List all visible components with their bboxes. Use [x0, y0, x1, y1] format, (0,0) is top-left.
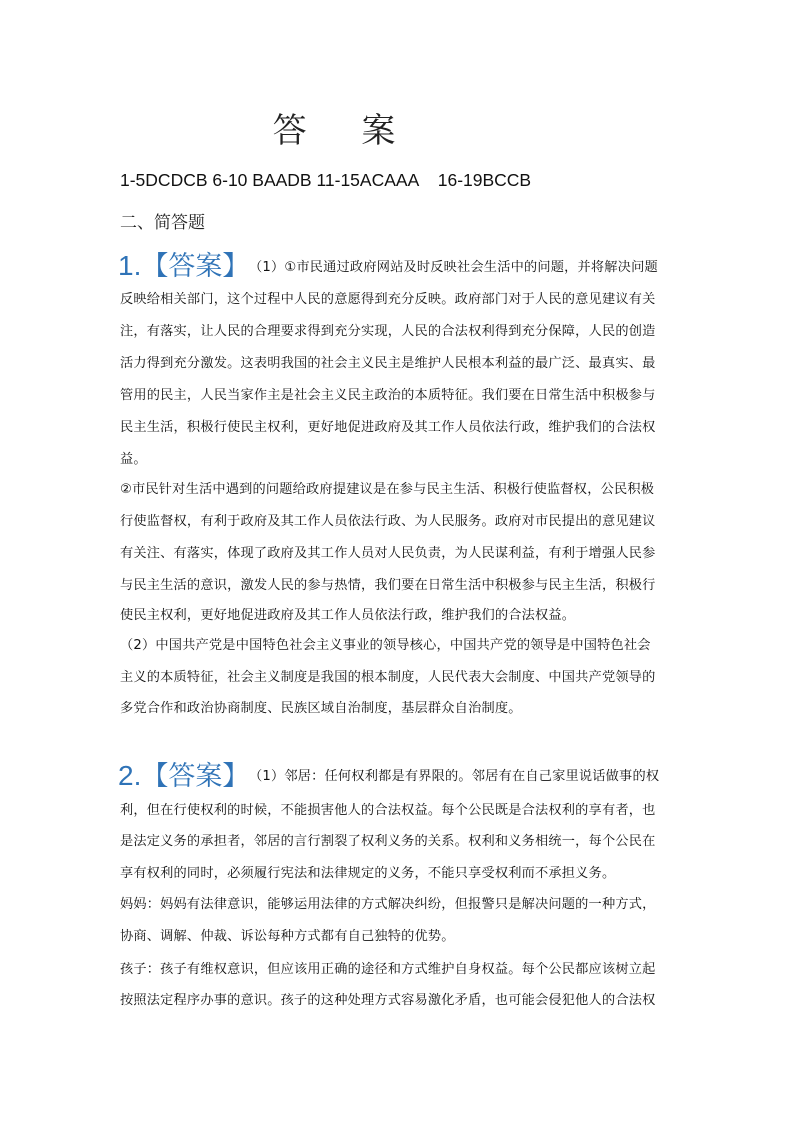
q2-line: 妈妈：妈妈有法律意识，能够运用法律的方式解决纠纷，但报警只是解决问题的一种方式，: [120, 897, 656, 912]
q1-line: 活力得到充分激发。这表明我国的社会主义民主是维护人民根本利益的最广泛、最真实、最: [120, 356, 656, 371]
q2-line-1: （1）邻居：任何权利都是有界限的。邻居有在自己家里说话做事的权: [249, 769, 660, 784]
q2-line: 按照法定程序办事的意识。孩子的这种处理方式容易激化矛盾，也可能会侵犯他人的合法权: [120, 993, 656, 1008]
q1-line: 反映给相关部门，这个过程中人民的意愿得到充分反映。政府部门对于人民的意见建议有关: [120, 292, 656, 307]
q1-line: 与民主生活的意识，激发人民的参与热情，我们要在日常生活中积极参与民主生活，积极行: [120, 578, 656, 593]
q1-line: 多党合作和政治协商制度、民族区域自治制度，基层群众自治制度。: [120, 701, 522, 716]
q1-line: 民主生活，积极行使民主权利，更好地促进政府及其工作人员依法行政，维护我们的合法权: [120, 420, 656, 435]
q1-line: 行使监督权，有利于政府及其工作人员依法行政、为人民服务。政府对市民提出的意见建议: [120, 514, 656, 529]
q2-line: 是法定义务的承担者，邻居的言行割裂了权利义务的关系。权利和义务相统一，每个公民在: [120, 834, 656, 849]
q2-answer-tag: 【答案】: [141, 761, 250, 792]
q1-line: 注，有落实，让人民的合理要求得到充分实现，人民的合法权利得到充分保障，人民的创造: [120, 324, 656, 339]
q2-line: 孩子：孩子有维权意识，但应该用正确的途径和方式维护自身权益。每个公民都应该树立起: [120, 962, 656, 977]
q2-line: 享有权利的同时，必须履行宪法和法律规定的义务，不能只享受权利而不承担义务。: [120, 866, 616, 881]
page-title: 答 案: [272, 111, 418, 151]
q1-number: 1.: [118, 250, 142, 281]
section-title: 二、简答题: [120, 213, 205, 233]
q2-line: 利，但在行使权利的时候，不能损害他人的合法权益。每个公民既是合法权利的享有者，也: [120, 803, 656, 818]
q1-line: 益。: [120, 452, 147, 467]
q2-number: 2.: [118, 760, 142, 791]
q2-heading: [118, 754, 249, 793]
q1-line: 有关注、有落实，体现了政府及其工作人员对人民负责，为人民谋利益，有利于增强人民参: [120, 546, 656, 561]
q1-answer-tag: 【答案】: [141, 251, 250, 282]
q1-line: 使民主权利，更好地促进政府及其工作人员依法行政，维护我们的合法权益。: [120, 608, 576, 623]
q1-line: 主义的本质特征，社会主义制度是我国的根本制度，人民代表大会制度、中国共产党领导的: [120, 670, 656, 685]
q1-line: 管用的民主，人民当家作主是社会主义民主政治的本质特征。我们要在日常生活中积极参与: [120, 388, 656, 403]
q1-line: （2）中国共产党是中国特色社会主义事业的领导核心，中国共产党的领导是中国特色社会: [120, 638, 651, 653]
q1-line: ②市民针对生活中遇到的问题给政府提建议是在参与民主生活、积极行使监督权，公民积极: [120, 482, 655, 497]
q2-line: 协商、调解、仲裁、诉讼每种方式都有自己独特的优势。: [120, 929, 455, 944]
multiple-choice-answers: 1-5DCDCB 6-10 BAADB 11-15ACAAA 16-19BCCB: [120, 170, 532, 190]
q1-line-1: （1）①市民通过政府网站及时反映社会生活中的问题，并将解决问题: [249, 260, 658, 275]
q1-heading: [118, 244, 249, 283]
